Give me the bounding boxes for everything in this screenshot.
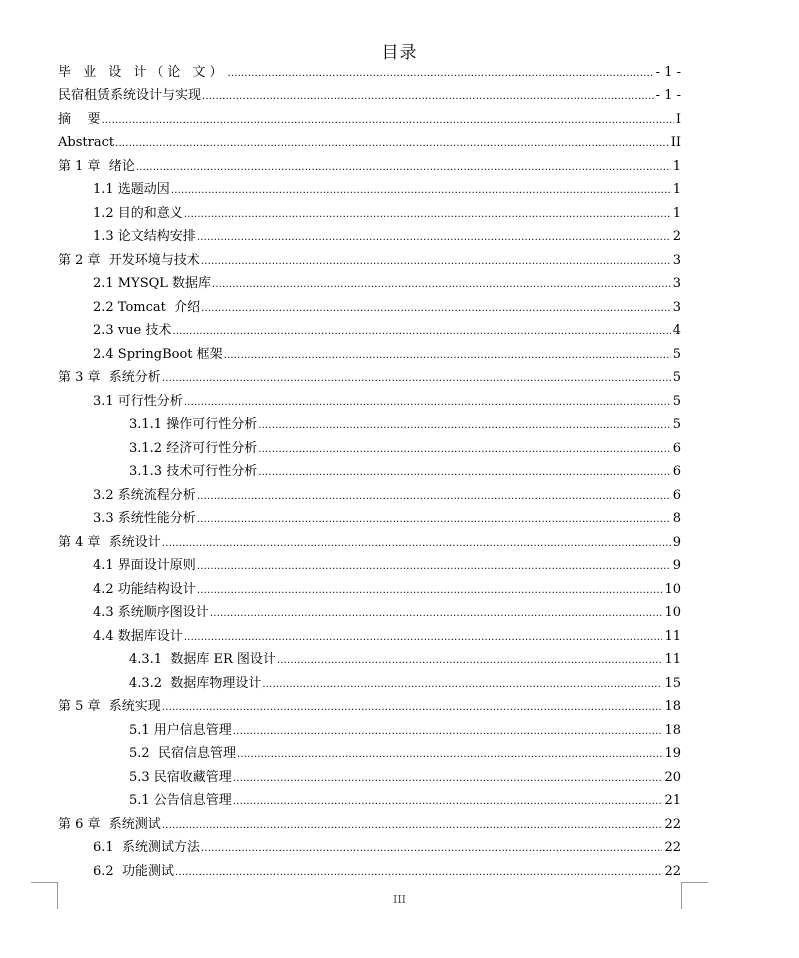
dot-leader [201, 300, 671, 316]
dot-leader [224, 347, 671, 363]
dot-leader [277, 652, 663, 668]
toc-entry[interactable] [0, 508, 799, 532]
toc-entry[interactable] [0, 202, 799, 226]
toc-entry-page: 5 [672, 346, 681, 362]
toc-entry[interactable] [0, 672, 799, 696]
toc-entry[interactable] [0, 296, 799, 320]
dot-leader [197, 488, 671, 504]
dot-leader [197, 558, 671, 574]
toc-entry-label: 毕 业 设 计（论 文） [58, 64, 227, 80]
toc-entry[interactable] [0, 85, 799, 109]
toc-entry-page: 18 [664, 699, 681, 715]
toc-entry-page: 3 [672, 276, 681, 292]
toc-entry[interactable] [0, 155, 799, 179]
toc-entry[interactable] [0, 555, 799, 579]
toc-entry-page: 10 [664, 581, 681, 597]
toc-entry[interactable] [0, 132, 799, 156]
dot-leader [184, 394, 671, 410]
toc-entry-label: 第 4 章 系统设计 [58, 534, 161, 550]
toc-entry[interactable] [0, 108, 799, 132]
dot-leader [258, 441, 671, 457]
dot-leader [201, 253, 671, 269]
toc-entry[interactable] [0, 649, 799, 673]
toc-entry-label: 3.1.1 操作可行性分析 [129, 417, 258, 433]
toc-entry-label: 3.3 系统性能分析 [93, 511, 196, 527]
toc-entry-page: 22 [664, 816, 681, 832]
dot-leader [237, 746, 663, 762]
toc-entry[interactable] [0, 790, 799, 814]
toc-entry[interactable] [0, 414, 799, 438]
toc-entry-page: 11 [664, 652, 681, 668]
toc-entry-page: 22 [664, 840, 681, 856]
toc-entry-page: 3 [672, 299, 681, 315]
toc-entry[interactable] [0, 743, 799, 767]
toc-entry-label: 5.1 用户信息管理 [129, 722, 232, 738]
toc-entry[interactable] [0, 837, 799, 861]
toc-entry[interactable] [0, 437, 799, 461]
toc-entry[interactable] [0, 860, 799, 884]
toc-entry-page: 21 [664, 793, 681, 809]
toc-entry-label: 5.2 民宿信息管理 [129, 746, 236, 762]
toc-entry[interactable] [0, 813, 799, 837]
toc-entry-page: 2 [672, 229, 681, 245]
dot-leader [201, 840, 663, 856]
toc-entry[interactable] [0, 696, 799, 720]
toc-entry-label: 3.1.3 技术可行性分析 [129, 464, 258, 480]
toc-entry-label: 民宿租赁系统设计与实现 [58, 88, 202, 104]
toc-entry-page: - 1 - [655, 88, 681, 104]
dot-leader [233, 793, 663, 809]
toc-entry-page: 10 [664, 605, 681, 621]
page-number: III [392, 893, 407, 906]
toc-entry-page: 18 [664, 722, 681, 738]
toc-entry-page: 22 [664, 863, 681, 879]
dot-leader [184, 629, 663, 645]
table-of-contents [0, 61, 799, 884]
toc-entry[interactable] [0, 320, 799, 344]
toc-entry-label: 摘 要 [58, 111, 101, 127]
toc-entry-page: 9 [672, 558, 681, 574]
dot-leader [233, 770, 663, 786]
dot-leader [197, 229, 671, 245]
toc-title: 目录 [381, 43, 418, 63]
dot-leader [262, 676, 662, 692]
dot-leader [102, 112, 674, 128]
toc-entry-label: 5.3 民宿收藏管理 [129, 769, 232, 785]
dot-leader [212, 276, 671, 292]
toc-entry-page: 20 [664, 769, 681, 785]
dot-leader [258, 464, 671, 480]
toc-entry-page: 1 [672, 158, 681, 174]
toc-entry-page: I [675, 111, 681, 127]
toc-entry[interactable] [0, 390, 799, 414]
toc-entry-page: II [670, 135, 681, 151]
toc-entry[interactable] [0, 461, 799, 485]
toc-entry-page: 3 [672, 252, 681, 268]
toc-entry-label: 1.2 目的和意义 [93, 205, 183, 221]
toc-entry[interactable] [0, 719, 799, 743]
toc-entry-label: 2.1 MYSQL 数据库 [93, 276, 212, 292]
toc-entry-label: 6.1 系统测试方法 [93, 840, 200, 856]
toc-entry-label: 4.1 界面设计原则 [93, 558, 196, 574]
dot-leader [197, 582, 663, 598]
toc-entry-label: 1.1 选题动因 [93, 182, 170, 198]
dot-leader [162, 817, 663, 833]
dot-leader [162, 370, 671, 386]
dot-leader [258, 417, 671, 433]
toc-entry-page: 1 [672, 205, 681, 221]
toc-entry-label: 4.2 功能结构设计 [93, 581, 196, 597]
toc-entry-page: 1 [672, 182, 681, 198]
toc-entry-label: 第 5 章 系统实现 [58, 699, 161, 715]
toc-entry[interactable] [0, 179, 799, 203]
toc-entry-label: 3.2 系统流程分析 [93, 487, 196, 503]
toc-entry-page: 6 [672, 487, 681, 503]
toc-entry-page: 9 [672, 534, 681, 550]
dot-leader [184, 206, 671, 222]
toc-entry-label: 4.3 系统顺序图设计 [93, 605, 209, 621]
toc-entry[interactable] [0, 625, 799, 649]
toc-entry-label: 2.2 Tomcat 介绍 [93, 299, 201, 315]
toc-entry-page: 19 [664, 746, 681, 762]
toc-entry-label: 4.3.1 数据库 ER 图设计 [129, 652, 276, 668]
toc-entry[interactable] [0, 61, 799, 85]
toc-entry-label: 3.1.2 经济可行性分析 [129, 440, 258, 456]
toc-entry-label: 1.3 论文结构安排 [93, 229, 196, 245]
toc-entry-label: Abstract [58, 135, 115, 151]
toc-entry-page: 15 [664, 675, 681, 691]
dot-leader [162, 535, 671, 551]
toc-entry-page: 4 [672, 323, 681, 339]
toc-entry[interactable] [0, 367, 799, 391]
toc-entry[interactable] [0, 226, 799, 250]
toc-entry-page: 5 [672, 417, 681, 433]
dot-leader [162, 699, 663, 715]
toc-entry-label: 第 2 章 开发环境与技术 [58, 252, 200, 268]
dot-leader [197, 511, 671, 527]
dot-leader [136, 159, 671, 175]
toc-entry[interactable] [0, 766, 799, 790]
toc-entry[interactable] [0, 531, 799, 555]
toc-entry-label: 4.3.2 数据库物理设计 [129, 675, 262, 691]
dot-leader [233, 723, 663, 739]
toc-entry[interactable] [0, 602, 799, 626]
dot-leader [171, 182, 671, 198]
toc-entry-label: 2.4 SpringBoot 框架 [93, 346, 223, 362]
toc-entry-page: 6 [672, 464, 681, 480]
toc-entry-label: 第 6 章 系统测试 [58, 816, 161, 832]
toc-entry[interactable] [0, 578, 799, 602]
dot-leader [210, 605, 663, 621]
toc-entry[interactable] [0, 273, 799, 297]
dot-leader [202, 88, 654, 104]
dot-leader [172, 323, 670, 339]
toc-entry-page: 5 [672, 393, 681, 409]
toc-entry-label: 第 1 章 绪论 [58, 158, 135, 174]
toc-entry-label: 第 3 章 系统分析 [58, 370, 161, 386]
toc-entry-label: 6.2 功能测试 [93, 863, 174, 879]
toc-entry-label: 2.3 vue 技术 [93, 323, 172, 339]
toc-entry-page: 6 [672, 440, 681, 456]
toc-entry-label: 5.1 公告信息管理 [129, 793, 232, 809]
toc-entry[interactable] [0, 484, 799, 508]
toc-entry[interactable] [0, 343, 799, 367]
toc-entry-page: 5 [672, 370, 681, 386]
toc-entry-page: - 1 - [655, 64, 681, 80]
dot-leader [228, 65, 654, 81]
toc-entry-page: 11 [664, 628, 681, 644]
dot-leader [115, 135, 669, 151]
toc-entry-label: 4.4 数据库设计 [93, 628, 183, 644]
toc-entry[interactable] [0, 249, 799, 273]
toc-entry-page: 8 [672, 511, 681, 527]
dot-leader [175, 864, 663, 880]
toc-entry-label: 3.1 可行性分析 [93, 393, 183, 409]
